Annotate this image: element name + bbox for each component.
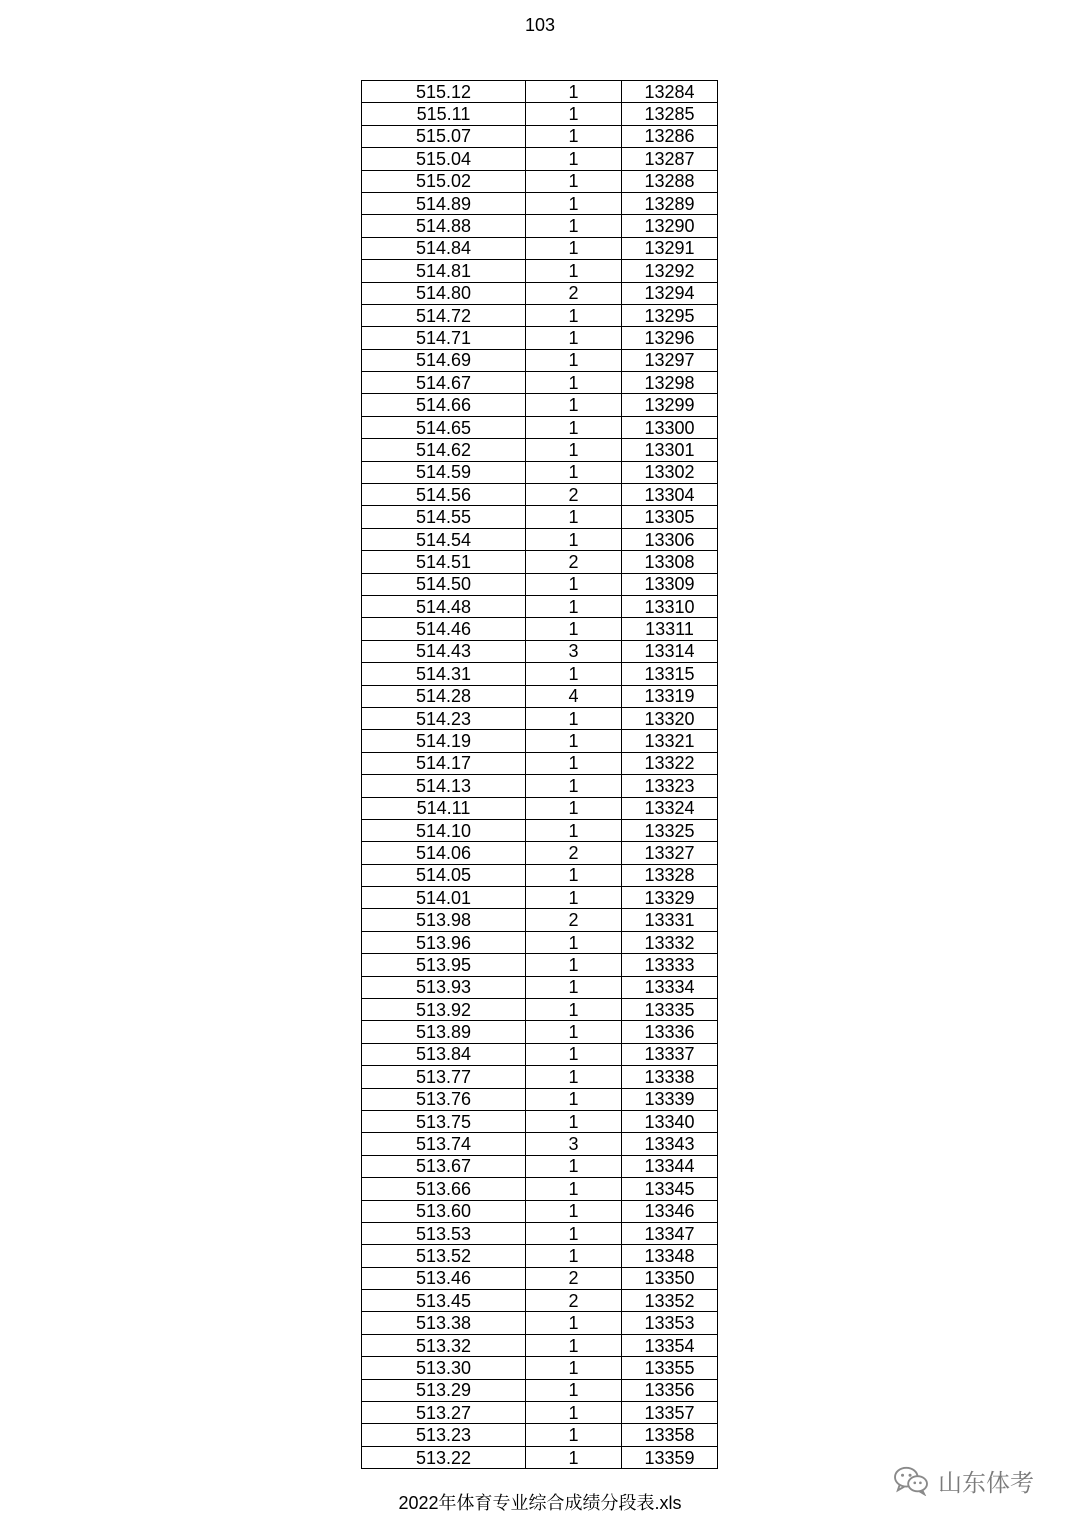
table-row: [362, 1178, 718, 1200]
score-cell: 514.56: [362, 484, 526, 506]
cumulative-cell: 13311: [622, 618, 718, 640]
score-cell: 513.53: [362, 1222, 526, 1244]
score-cell: 513.45: [362, 1290, 526, 1312]
count-cell: 3: [526, 640, 622, 662]
cumulative-cell: 13331: [622, 909, 718, 931]
table-row: [362, 909, 718, 931]
cumulative-cell: 13309: [622, 573, 718, 595]
count-cell: 1: [526, 327, 622, 349]
cumulative-cell: 13347: [622, 1222, 718, 1244]
score-cell: 513.52: [362, 1245, 526, 1267]
table-row: [362, 327, 718, 349]
count-cell: 1: [526, 1222, 622, 1244]
table-row: [362, 1312, 718, 1334]
score-cell: 514.54: [362, 528, 526, 550]
score-cell: 514.05: [362, 864, 526, 886]
count-cell: 1: [526, 1402, 622, 1424]
count-cell: 1: [526, 1200, 622, 1222]
cumulative-cell: 13335: [622, 999, 718, 1021]
score-cell: 515.02: [362, 170, 526, 192]
table-row: [362, 237, 718, 259]
score-cell: 514.51: [362, 551, 526, 573]
score-cell: 514.17: [362, 752, 526, 774]
cumulative-cell: 13322: [622, 752, 718, 774]
cumulative-cell: 13306: [622, 528, 718, 550]
score-cell: 515.04: [362, 148, 526, 170]
table-row: [362, 1066, 718, 1088]
cumulative-cell: 13301: [622, 439, 718, 461]
count-cell: 1: [526, 148, 622, 170]
cumulative-cell: 13302: [622, 461, 718, 483]
cumulative-cell: 13327: [622, 842, 718, 864]
count-cell: 1: [526, 775, 622, 797]
cumulative-cell: 13337: [622, 1043, 718, 1065]
cumulative-cell: 13299: [622, 394, 718, 416]
cumulative-cell: 13354: [622, 1334, 718, 1356]
table-row: [362, 730, 718, 752]
table-row: [362, 685, 718, 707]
count-cell: 1: [526, 349, 622, 371]
count-cell: 1: [526, 125, 622, 147]
table-row: [362, 1245, 718, 1267]
table-row: [362, 282, 718, 304]
count-cell: 1: [526, 1088, 622, 1110]
table-row: [362, 842, 718, 864]
table-row: [362, 1334, 718, 1356]
score-cell: 513.46: [362, 1267, 526, 1289]
cumulative-cell: 13356: [622, 1379, 718, 1401]
score-cell: 514.84: [362, 237, 526, 259]
wechat-icon: [892, 1464, 930, 1496]
count-cell: 1: [526, 663, 622, 685]
watermark: [892, 1462, 1034, 1498]
table-row: [362, 931, 718, 953]
count-cell: 1: [526, 394, 622, 416]
cumulative-cell: 13352: [622, 1290, 718, 1312]
count-cell: 1: [526, 797, 622, 819]
cumulative-cell: 13289: [622, 192, 718, 214]
count-cell: 1: [526, 595, 622, 617]
table-row: [362, 215, 718, 237]
cumulative-cell: 13358: [622, 1424, 718, 1446]
score-cell: 514.67: [362, 372, 526, 394]
score-cell: 513.96: [362, 931, 526, 953]
count-cell: 1: [526, 170, 622, 192]
table-row: [362, 506, 718, 528]
count-cell: 2: [526, 1267, 622, 1289]
cumulative-cell: 13339: [622, 1088, 718, 1110]
table-row: [362, 1110, 718, 1132]
score-cell: 514.80: [362, 282, 526, 304]
cumulative-cell: 13357: [622, 1402, 718, 1424]
count-cell: 1: [526, 81, 622, 103]
cumulative-cell: 13292: [622, 260, 718, 282]
score-cell: 514.13: [362, 775, 526, 797]
score-cell: 514.81: [362, 260, 526, 282]
score-cell: 514.19: [362, 730, 526, 752]
table-row: [362, 551, 718, 573]
count-cell: 4: [526, 685, 622, 707]
count-cell: 1: [526, 707, 622, 729]
count-cell: 1: [526, 999, 622, 1021]
table-row: [362, 416, 718, 438]
table-row: [362, 170, 718, 192]
count-cell: 1: [526, 1043, 622, 1065]
watermark-text: 山东体考: [938, 1469, 1034, 1497]
score-cell: 513.22: [362, 1446, 526, 1468]
table-row: [362, 999, 718, 1021]
table-row: [362, 976, 718, 998]
count-cell: 1: [526, 528, 622, 550]
table-row: [362, 775, 718, 797]
table-row: [362, 1200, 718, 1222]
cumulative-cell: 13324: [622, 797, 718, 819]
cumulative-cell: 13320: [622, 707, 718, 729]
count-cell: 1: [526, 1245, 622, 1267]
cumulative-cell: 13334: [622, 976, 718, 998]
count-cell: 3: [526, 1133, 622, 1155]
count-cell: 1: [526, 1021, 622, 1043]
count-cell: 1: [526, 1424, 622, 1446]
score-cell: 513.38: [362, 1312, 526, 1334]
score-cell: 514.69: [362, 349, 526, 371]
count-cell: 1: [526, 618, 622, 640]
score-distribution-table: [361, 80, 718, 1469]
score-cell: 513.60: [362, 1200, 526, 1222]
cumulative-cell: 13333: [622, 954, 718, 976]
score-cell: 513.75: [362, 1110, 526, 1132]
cumulative-cell: 13332: [622, 931, 718, 953]
table-row: [362, 573, 718, 595]
count-cell: 1: [526, 931, 622, 953]
score-cell: 515.11: [362, 103, 526, 125]
score-cell: 514.71: [362, 327, 526, 349]
table-row: [362, 954, 718, 976]
table-row: [362, 1446, 718, 1468]
cumulative-cell: 13345: [622, 1178, 718, 1200]
score-cell: 513.29: [362, 1379, 526, 1401]
score-cell: 515.12: [362, 81, 526, 103]
score-cell: 514.46: [362, 618, 526, 640]
count-cell: 1: [526, 1066, 622, 1088]
count-cell: 1: [526, 1312, 622, 1334]
score-cell: 515.07: [362, 125, 526, 147]
table-row: [362, 528, 718, 550]
cumulative-cell: 13329: [622, 887, 718, 909]
table-row: [362, 887, 718, 909]
score-cell: 513.23: [362, 1424, 526, 1446]
cumulative-cell: 13288: [622, 170, 718, 192]
score-cell: 514.31: [362, 663, 526, 685]
cumulative-cell: 13295: [622, 304, 718, 326]
table-row: [362, 1222, 718, 1244]
cumulative-cell: 13315: [622, 663, 718, 685]
score-cell: 513.66: [362, 1178, 526, 1200]
score-cell: 514.28: [362, 685, 526, 707]
count-cell: 1: [526, 304, 622, 326]
table-row: [362, 663, 718, 685]
table-row: [362, 148, 718, 170]
cumulative-cell: 13287: [622, 148, 718, 170]
count-cell: 1: [526, 1446, 622, 1468]
cumulative-cell: 13305: [622, 506, 718, 528]
cumulative-cell: 13300: [622, 416, 718, 438]
score-cell: 513.30: [362, 1357, 526, 1379]
count-cell: 1: [526, 730, 622, 752]
table-row: [362, 864, 718, 886]
score-cell: 514.72: [362, 304, 526, 326]
table-row: [362, 819, 718, 841]
count-cell: 2: [526, 842, 622, 864]
count-cell: 1: [526, 864, 622, 886]
table-row: [362, 461, 718, 483]
cumulative-cell: 13343: [622, 1133, 718, 1155]
table-row: [362, 394, 718, 416]
table-row: [362, 640, 718, 662]
table-row: [362, 372, 718, 394]
cumulative-cell: 13294: [622, 282, 718, 304]
table-row: [362, 1379, 718, 1401]
score-cell: 514.50: [362, 573, 526, 595]
count-cell: 2: [526, 484, 622, 506]
cumulative-cell: 13321: [622, 730, 718, 752]
score-cell: 513.32: [362, 1334, 526, 1356]
count-cell: 1: [526, 461, 622, 483]
table-row: [362, 81, 718, 103]
count-cell: 1: [526, 819, 622, 841]
count-cell: 1: [526, 237, 622, 259]
score-cell: 513.98: [362, 909, 526, 931]
count-cell: 1: [526, 372, 622, 394]
score-cell: 514.62: [362, 439, 526, 461]
table-row: [362, 103, 718, 125]
count-cell: 1: [526, 439, 622, 461]
table-row: [362, 752, 718, 774]
score-cell: 514.65: [362, 416, 526, 438]
cumulative-cell: 13298: [622, 372, 718, 394]
count-cell: 1: [526, 1110, 622, 1132]
table-row: [362, 192, 718, 214]
cumulative-cell: 13344: [622, 1155, 718, 1177]
cumulative-cell: 13350: [622, 1267, 718, 1289]
cumulative-cell: 13328: [622, 864, 718, 886]
count-cell: 2: [526, 909, 622, 931]
count-cell: 1: [526, 1155, 622, 1177]
score-cell: 513.92: [362, 999, 526, 1021]
score-cell: 513.74: [362, 1133, 526, 1155]
table-row: [362, 349, 718, 371]
score-cell: 514.43: [362, 640, 526, 662]
cumulative-cell: 13323: [622, 775, 718, 797]
score-cell: 514.10: [362, 819, 526, 841]
cumulative-cell: 13310: [622, 595, 718, 617]
table-row: [362, 618, 718, 640]
score-cell: 514.89: [362, 192, 526, 214]
count-cell: 1: [526, 506, 622, 528]
score-cell: 513.95: [362, 954, 526, 976]
score-cell: 514.06: [362, 842, 526, 864]
cumulative-cell: 13325: [622, 819, 718, 841]
table-row: [362, 1357, 718, 1379]
score-cell: 514.23: [362, 707, 526, 729]
cumulative-cell: 13304: [622, 484, 718, 506]
count-cell: 1: [526, 752, 622, 774]
table-row: [362, 304, 718, 326]
table-row: [362, 1043, 718, 1065]
cumulative-cell: 13314: [622, 640, 718, 662]
score-cell: 513.93: [362, 976, 526, 998]
count-cell: 1: [526, 416, 622, 438]
footer-filename: 2022年体育专业综合成绩分段表.xls: [398, 1493, 682, 1513]
table-row: [362, 484, 718, 506]
score-cell: 514.88: [362, 215, 526, 237]
table-row: [362, 707, 718, 729]
count-cell: 1: [526, 192, 622, 214]
score-cell: 513.84: [362, 1043, 526, 1065]
count-cell: 1: [526, 1357, 622, 1379]
cumulative-cell: 13336: [622, 1021, 718, 1043]
table-row: [362, 1267, 718, 1289]
page-number: 103: [524, 15, 556, 35]
cumulative-cell: 13290: [622, 215, 718, 237]
score-cell: 513.76: [362, 1088, 526, 1110]
count-cell: 1: [526, 1379, 622, 1401]
count-cell: 1: [526, 103, 622, 125]
count-cell: 2: [526, 551, 622, 573]
count-cell: 1: [526, 1178, 622, 1200]
cumulative-cell: 13296: [622, 327, 718, 349]
count-cell: 1: [526, 573, 622, 595]
score-cell: 514.48: [362, 595, 526, 617]
count-cell: 1: [526, 887, 622, 909]
cumulative-cell: 13353: [622, 1312, 718, 1334]
cumulative-cell: 13338: [622, 1066, 718, 1088]
cumulative-cell: 13297: [622, 349, 718, 371]
cumulative-cell: 13348: [622, 1245, 718, 1267]
score-cell: 513.27: [362, 1402, 526, 1424]
score-table-body: [362, 81, 718, 1469]
table-row: [362, 1402, 718, 1424]
score-cell: 514.55: [362, 506, 526, 528]
table-row: [362, 1133, 718, 1155]
table-row: [362, 125, 718, 147]
cumulative-cell: 13340: [622, 1110, 718, 1132]
count-cell: 1: [526, 954, 622, 976]
cumulative-cell: 13284: [622, 81, 718, 103]
count-cell: 1: [526, 215, 622, 237]
table-row: [362, 439, 718, 461]
table-row: [362, 1424, 718, 1446]
cumulative-cell: 13319: [622, 685, 718, 707]
table-row: [362, 1155, 718, 1177]
table-row: [362, 260, 718, 282]
score-cell: 514.01: [362, 887, 526, 909]
table-row: [362, 797, 718, 819]
cumulative-cell: 13291: [622, 237, 718, 259]
cumulative-cell: 13355: [622, 1357, 718, 1379]
count-cell: 1: [526, 1334, 622, 1356]
score-cell: 513.67: [362, 1155, 526, 1177]
score-cell: 514.11: [362, 797, 526, 819]
score-cell: 513.77: [362, 1066, 526, 1088]
cumulative-cell: 13346: [622, 1200, 718, 1222]
count-cell: 2: [526, 282, 622, 304]
table-row: [362, 1088, 718, 1110]
score-cell: 513.89: [362, 1021, 526, 1043]
table-row: [362, 1021, 718, 1043]
cumulative-cell: 13359: [622, 1446, 718, 1468]
count-cell: 2: [526, 1290, 622, 1312]
score-cell: 514.59: [362, 461, 526, 483]
score-cell: 514.66: [362, 394, 526, 416]
count-cell: 1: [526, 260, 622, 282]
cumulative-cell: 13285: [622, 103, 718, 125]
cumulative-cell: 13308: [622, 551, 718, 573]
cumulative-cell: 13286: [622, 125, 718, 147]
table-row: [362, 595, 718, 617]
count-cell: 1: [526, 976, 622, 998]
table-row: [362, 1290, 718, 1312]
